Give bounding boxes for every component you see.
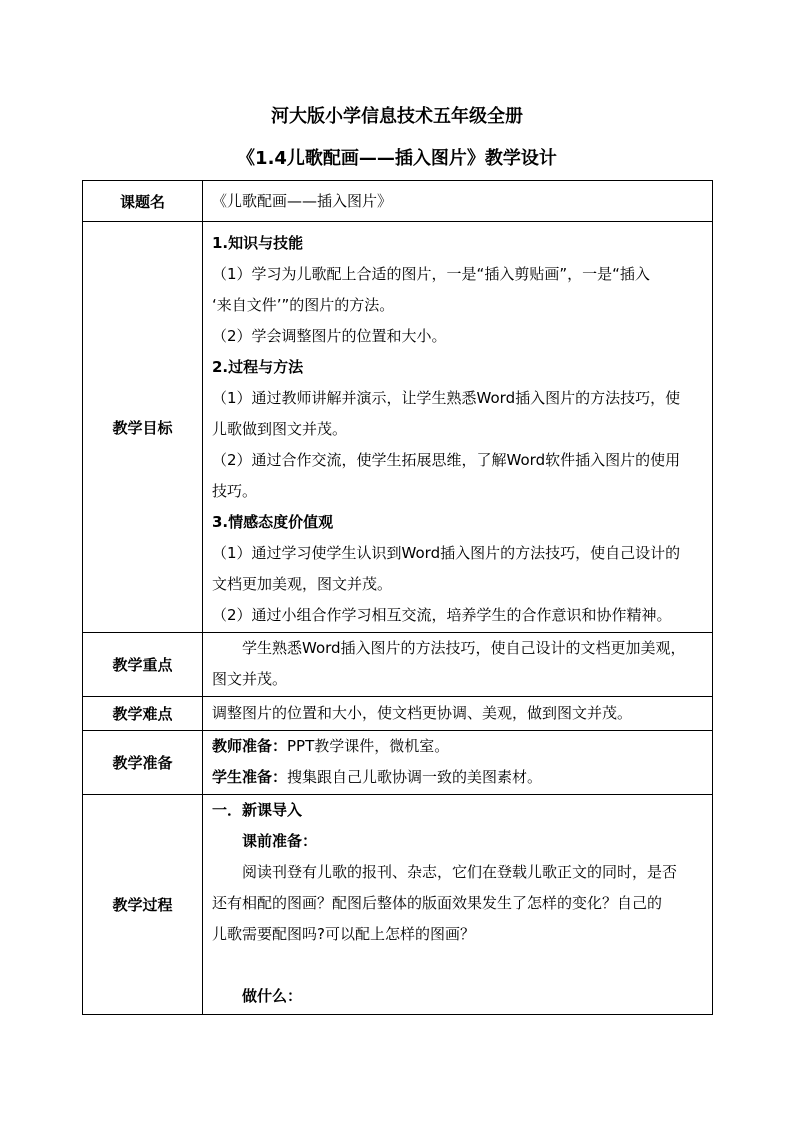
row-topic — [83, 181, 713, 222]
student-preparation-label: 学生准备： — [212, 768, 288, 786]
objective-line: （1）通过教师讲解并演示，让学生熟悉Word插入图片的方法技巧，使 — [212, 389, 681, 407]
lesson-plan-table — [82, 180, 713, 1015]
objective-line: （1）通过学习使学生认识到Word插入图片的方法技巧，使自己设计的 — [212, 544, 681, 562]
process-paragraph-line: 还有相配的图画？配图后整体的版面效果发生了怎样的变化？自己的 — [212, 894, 663, 912]
teacher-preparation-label: 教师准备： — [212, 737, 288, 755]
process-subheading: 课前准备： — [242, 832, 318, 850]
label-process: 教学过程 — [83, 795, 203, 1015]
objective-line: （2）通过小组合作学习相互交流，培养学生的合作意识和协作精神。 — [212, 606, 672, 624]
objective-heading-3: 3.情感态度价值观 — [212, 513, 334, 531]
document-title-line1: 河大版小学信息技术五年级全册 — [271, 106, 523, 127]
row-objectives — [83, 222, 713, 633]
value-difficulties — [203, 697, 713, 731]
label-topic: 课题名 — [83, 181, 203, 222]
objective-heading-2: 2.过程与方法 — [212, 358, 304, 376]
process-subheading: 做什么： — [242, 987, 303, 1005]
label-objectives: 教学目标 — [83, 222, 203, 633]
objective-heading-1: 1.知识与技能 — [212, 234, 304, 252]
objective-line: 技巧。 — [212, 482, 258, 500]
key-point-line: 图文并茂。 — [212, 670, 288, 688]
row-key-points — [83, 633, 713, 697]
value-topic — [203, 181, 713, 222]
process-section-title: 一．新课导入 — [212, 801, 303, 819]
objective-line: （2）学会调整图片的位置和大小。 — [212, 327, 447, 345]
row-process — [83, 795, 713, 1015]
value-preparation — [203, 731, 713, 795]
label-key-points: 教学重点 — [83, 633, 203, 697]
objective-line: ‘来自文件’”的图片的方法。 — [212, 296, 395, 314]
value-objectives — [203, 222, 713, 633]
label-preparation: 教学准备 — [83, 731, 203, 795]
student-preparation — [212, 762, 708, 793]
teacher-preparation-value: PPT教学课件，微机室。 — [287, 737, 450, 755]
process-paragraph-line: 阅读刊登有儿歌的报刊、杂志，它们在登载儿歌正文的同时，是否 — [242, 863, 678, 881]
value-key-points — [203, 633, 713, 697]
blank-line — [212, 950, 708, 981]
teacher-preparation — [212, 731, 708, 762]
process-paragraph-line: 儿歌需要配图吗?可以配上怎样的图画？ — [212, 925, 475, 943]
difficulty-text: 调整图片的位置和大小，使文档更协调、美观，做到图文并茂。 — [212, 704, 633, 722]
key-point-line: 学生熟悉Word插入图片的方法技巧，使自己设计的文档更加美观， — [242, 639, 686, 657]
objective-line: （1）学习为儿歌配上合适的图片，一是“插入剪贴画”，一是“插入 — [212, 265, 650, 283]
document-title-line2: 《1.4儿歌配画——插入图片》教学设计 — [237, 148, 557, 169]
student-preparation-value: 搜集跟自己儿歌协调一致的美图素材。 — [287, 768, 543, 786]
topic-text: 《儿歌配画——插入图片》 — [212, 191, 393, 210]
objective-line: 儿歌做到图文并茂。 — [212, 420, 348, 438]
row-difficulties — [83, 697, 713, 731]
label-difficulties: 教学难点 — [83, 697, 203, 731]
value-process — [203, 795, 713, 1015]
row-preparation — [83, 731, 713, 795]
objective-line: （2）通过合作交流，使学生拓展思维，了解Word软件插入图片的使用 — [212, 451, 681, 469]
objective-line: 文档更加美观，图文并茂。 — [212, 575, 393, 593]
